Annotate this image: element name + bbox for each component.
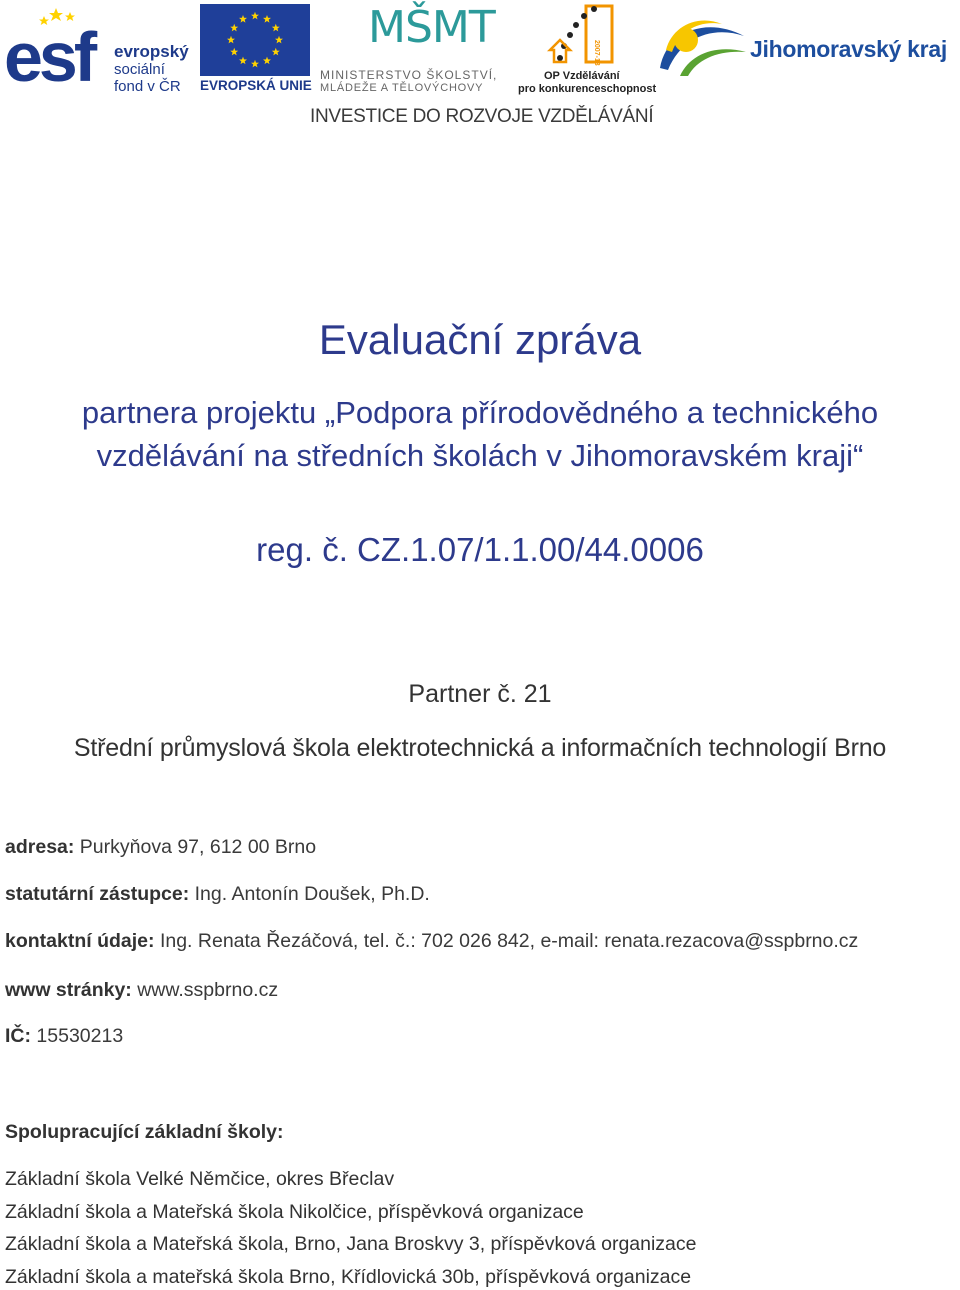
info-ic-value: 15530213 [31,1025,124,1047]
esf-logo [4,4,190,94]
list-item: Základní škola a Mateřská škola Nikolčice, příspěvková organizace [5,1201,584,1223]
info-statutory-label: statutární zástupce: [5,883,190,905]
msmt-logo [318,2,510,94]
esf-big-letters: esf [4,18,94,96]
info-web-label: www stránky: [5,979,132,1001]
info-ic-label: IČ: [5,1025,31,1047]
school-name: Střední průmyslová škola elektrotechnická a informačních technologií Brno [73,734,887,762]
schools-heading: Spolupracující základní školy: [5,1121,284,1143]
list-item: Základní škola a mateřská škola Brno, Křídlovická 30b, příspěvková organizace [5,1266,692,1288]
info-address-value: Purkyňova 97, 612 00 Brno [74,836,317,858]
info-web [5,979,278,1002]
op-line2: pro konkurenceschopnost [518,83,657,95]
op-years: 2007-13 [593,40,600,66]
info-ic [5,1025,123,1048]
msmt-letters: MŠMT [368,2,495,53]
tagline: INVESTICE DO ROZVOJE VZDĚLÁVÁNÍ [310,106,654,127]
jmk-swoosh-icon [660,20,746,76]
info-address [5,836,316,859]
info-contact-value: Ing. Renata Řezáčová, tel. č.: 702 026 842, e-mail: renata.rezacova@sspbrno.cz [154,930,859,952]
msmt-line2: MLÁDEŽE A TĚLOVÝCHOVY [320,82,484,94]
registration-number: reg. č. CZ.1.07/1.1.00/44.0006 [256,531,704,568]
project-subtitle [0,391,960,477]
esf-line2: sociální [114,61,165,78]
op-logo [516,2,657,96]
info-address-label: adresa: [5,836,75,858]
esf-line1: evropský [114,42,189,61]
list-item: Základní škola a Mateřská škola, Brno, Jana Broskvy 3, příspěvková organizace [5,1233,697,1255]
info-contact [5,930,858,953]
info-web-value: www.sspbrno.cz [131,979,279,1001]
info-statutory-value: Ing. Antonín Doušek, Ph.D. [189,883,430,905]
eu-label: EVROPSKÁ UNIE [200,78,312,93]
subtitle-line1: partnera projektu „Podpora přírodovědného a technického [81,395,879,430]
subtitle-line2: vzdělávání na středních školách v Jihomoravském kraji“ [96,438,864,473]
msmt-line1: MINISTERSTVO ŠKOLSTVÍ, [320,68,498,82]
esf-line3: fond v ČR [114,78,181,95]
jmk-label: Jihomoravský kraj [750,36,947,62]
info-contact-label: kontaktní údaje: [5,930,155,952]
page-title: Evaluační zpráva [318,316,642,363]
jmk-logo [656,10,958,80]
eu-logo [200,4,312,94]
list-item: Základní škola Velké Němčice, okres Břeclav [5,1168,395,1190]
op-line1: OP Vzdělávání [544,70,620,82]
partner-number: Partner č. 21 [408,680,552,708]
info-statutory [5,883,430,906]
op-dots-icon [550,6,612,62]
